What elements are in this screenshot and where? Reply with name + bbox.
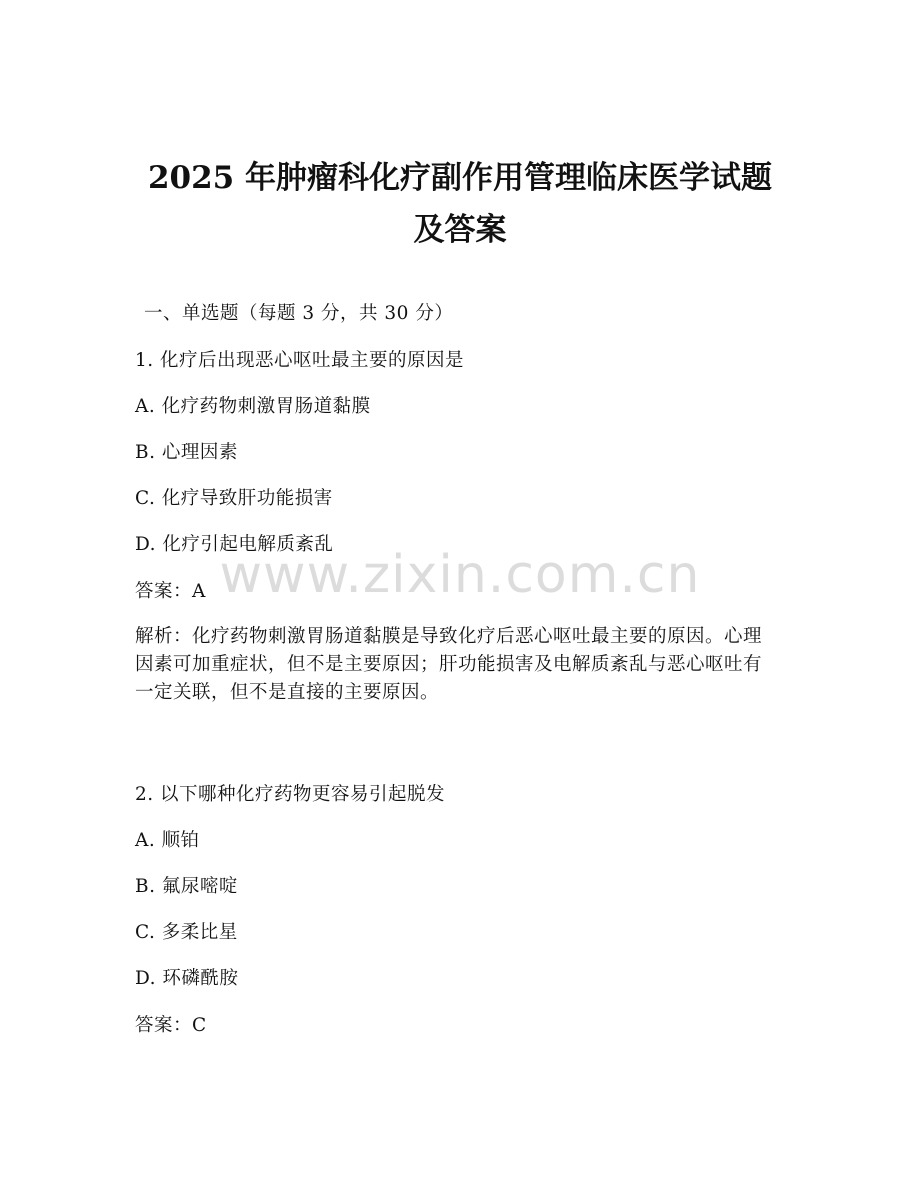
question-1-option-c: C. 化疗导致肝功能损害: [135, 488, 333, 509]
question-1-analysis: 解析：化疗药物刺激胃肠道黏膜是导致化疗后恶心呕吐最主要的原因。心理因素可加重症状，但不是主要原因；肝功能损害及电解质紊乱与恶心呕吐有一定关联，但不是直接的主要原因。: [135, 626, 763, 703]
document-title-line-2: 及答案: [413, 212, 507, 248]
question-1-option-d: D. 化疗引起电解质紊乱: [135, 534, 334, 555]
question-1-answer: 答案：A: [135, 581, 206, 602]
section-heading: 一、单选题（每题 3 分，共 30 分）: [144, 303, 454, 324]
document-title-line-1: 2025 年肿瘤科化疗副作用管理临床医学试题: [147, 160, 773, 196]
question-1-stem: 1. 化疗后出现恶心呕吐最主要的原因是: [135, 350, 465, 371]
question-2-option-d: D. 环磷酰胺: [135, 968, 239, 989]
watermark: www.zixin.com.cn: [219, 545, 701, 605]
question-1-option-b: B. 心理因素: [135, 442, 238, 463]
question-1-option-a: A. 化疗药物刺激胃肠道黏膜: [135, 396, 371, 417]
question-2-option-a: A. 顺铂: [135, 830, 200, 851]
question-2-option-b: B. 氟尿嘧啶: [135, 876, 238, 897]
question-2-stem: 2. 以下哪种化疗药物更容易引起脱发: [135, 784, 446, 805]
question-2-answer: 答案：C: [135, 1015, 207, 1036]
question-2-option-c: C. 多柔比星: [135, 922, 238, 943]
